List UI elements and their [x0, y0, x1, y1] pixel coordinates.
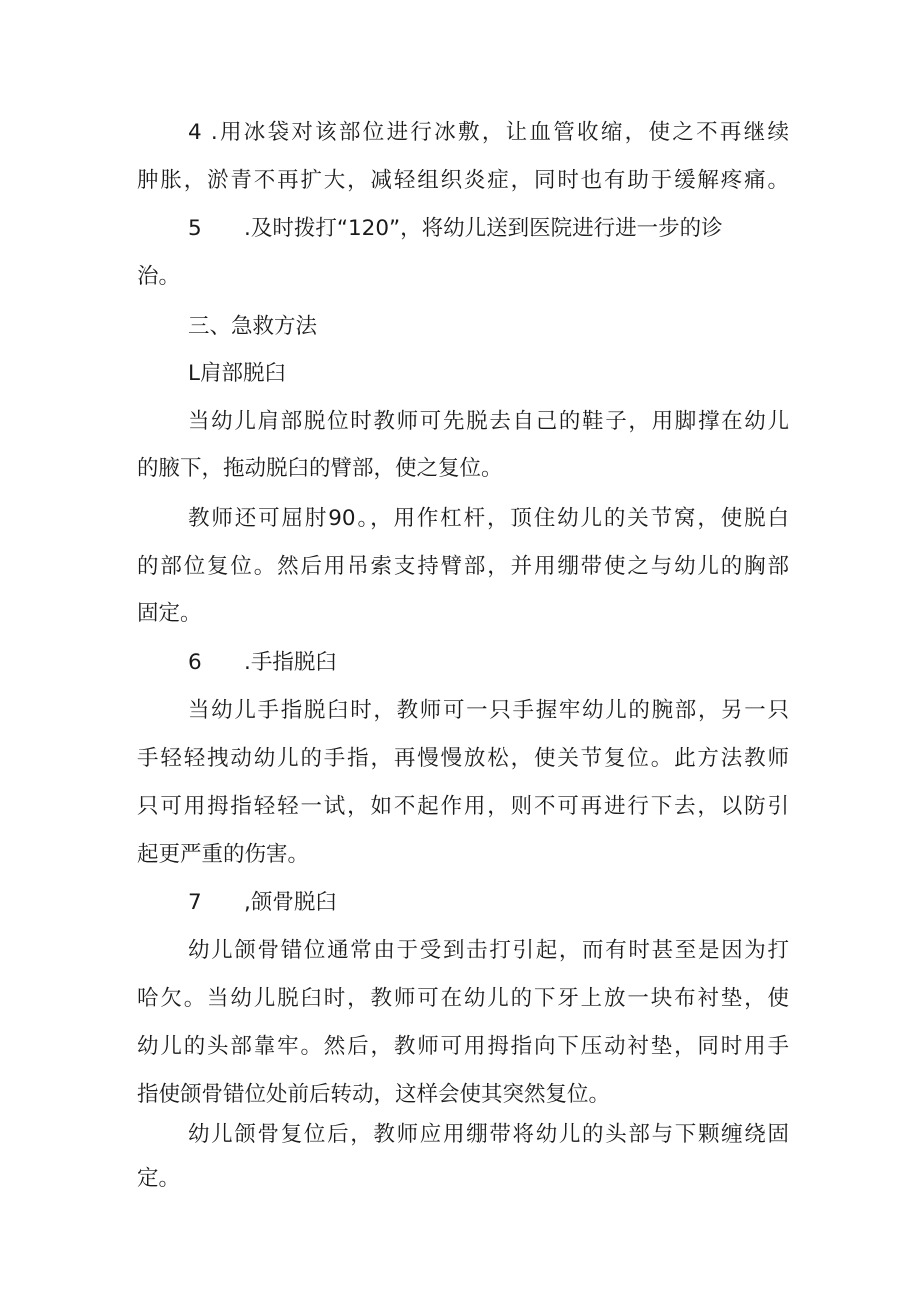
item5-line2: 治。: [137, 264, 181, 289]
sub1-heading: L肩部脱臼: [188, 361, 286, 386]
sub7-para2-line1: 幼儿颌骨复位后，教师应用绷带将幼儿的头部与下颗缠绕固: [188, 1122, 789, 1147]
sub1-para2-line1: 教师还可屈肘90。，用作杠杆，顶住幼儿的关节窝，使脱白: [188, 506, 789, 531]
item5-line1: [188, 214, 789, 244]
sub6-heading: [188, 648, 789, 678]
sub1-para2-line3: 固定。: [137, 601, 202, 626]
sub7-para1-line3: 幼儿的头部靠牢。然后，教师可用拇指向下压动衬垫，同时用手: [137, 1034, 789, 1059]
sub7-para1-line1: 幼儿颌骨错位通常由于受到击打引起，而有时甚至是因为打: [188, 938, 789, 963]
item5-number: 5: [188, 216, 202, 241]
sub6-para-line2: 手轻轻拽动幼儿的手指，再慢慢放松，使关节复位。此方法教师: [137, 746, 789, 771]
sub6-para-line3: 只可用拇指轻轻一试，如不起作用，则不可再进行下去，以防引: [137, 794, 789, 819]
sub1-para1-line1: 当幼儿肩部脱位时教师可先脱去自己的鞋子，用脚撑在幼儿: [188, 409, 789, 434]
sub7-para2-line2: 定。: [137, 1166, 181, 1191]
item4-line1: 4 .用冰袋对该部位进行冰敷，让血管收缩，使之不再继续: [188, 120, 789, 145]
sub6-heading-text: .手指脱臼: [244, 650, 337, 675]
sub6-number: 6: [188, 650, 202, 675]
item5-line1-text: .及时拨打“120”，将幼儿送到医院进行进一步的诊: [244, 216, 723, 241]
sub7-heading: [188, 888, 789, 918]
section3-heading: 三、急救方法: [188, 314, 318, 339]
sub7-para1-line2: 哈欠。当幼儿脱臼时，教师可在幼儿的下牙上放一块布衬垫，使: [137, 986, 789, 1011]
sub6-para-line1: 当幼儿手指脱臼时，教师可一只手握牢幼儿的腕部，另一只: [188, 698, 789, 723]
sub1-para1-line2: 的腋下，拖动脱臼的臂部，使之复位。: [137, 456, 503, 481]
item4-line2: 肿胀，淤青不再扩大，减轻组织炎症，同时也有助于缓解疼痛。: [137, 168, 789, 193]
sub7-heading-text: ,颌骨脱臼: [244, 890, 337, 915]
sub1-para2-line2: 的部位复位。然后用吊索支持臂部，并用绷带使之与幼儿的胸部: [137, 554, 789, 579]
sub7-number: 7: [188, 890, 202, 915]
sub7-para1-line4: 指使颌骨错位处前后转动，这样会使其突然复位。: [137, 1082, 611, 1107]
sub6-para-line4: 起更严重的伤害。: [137, 842, 310, 867]
